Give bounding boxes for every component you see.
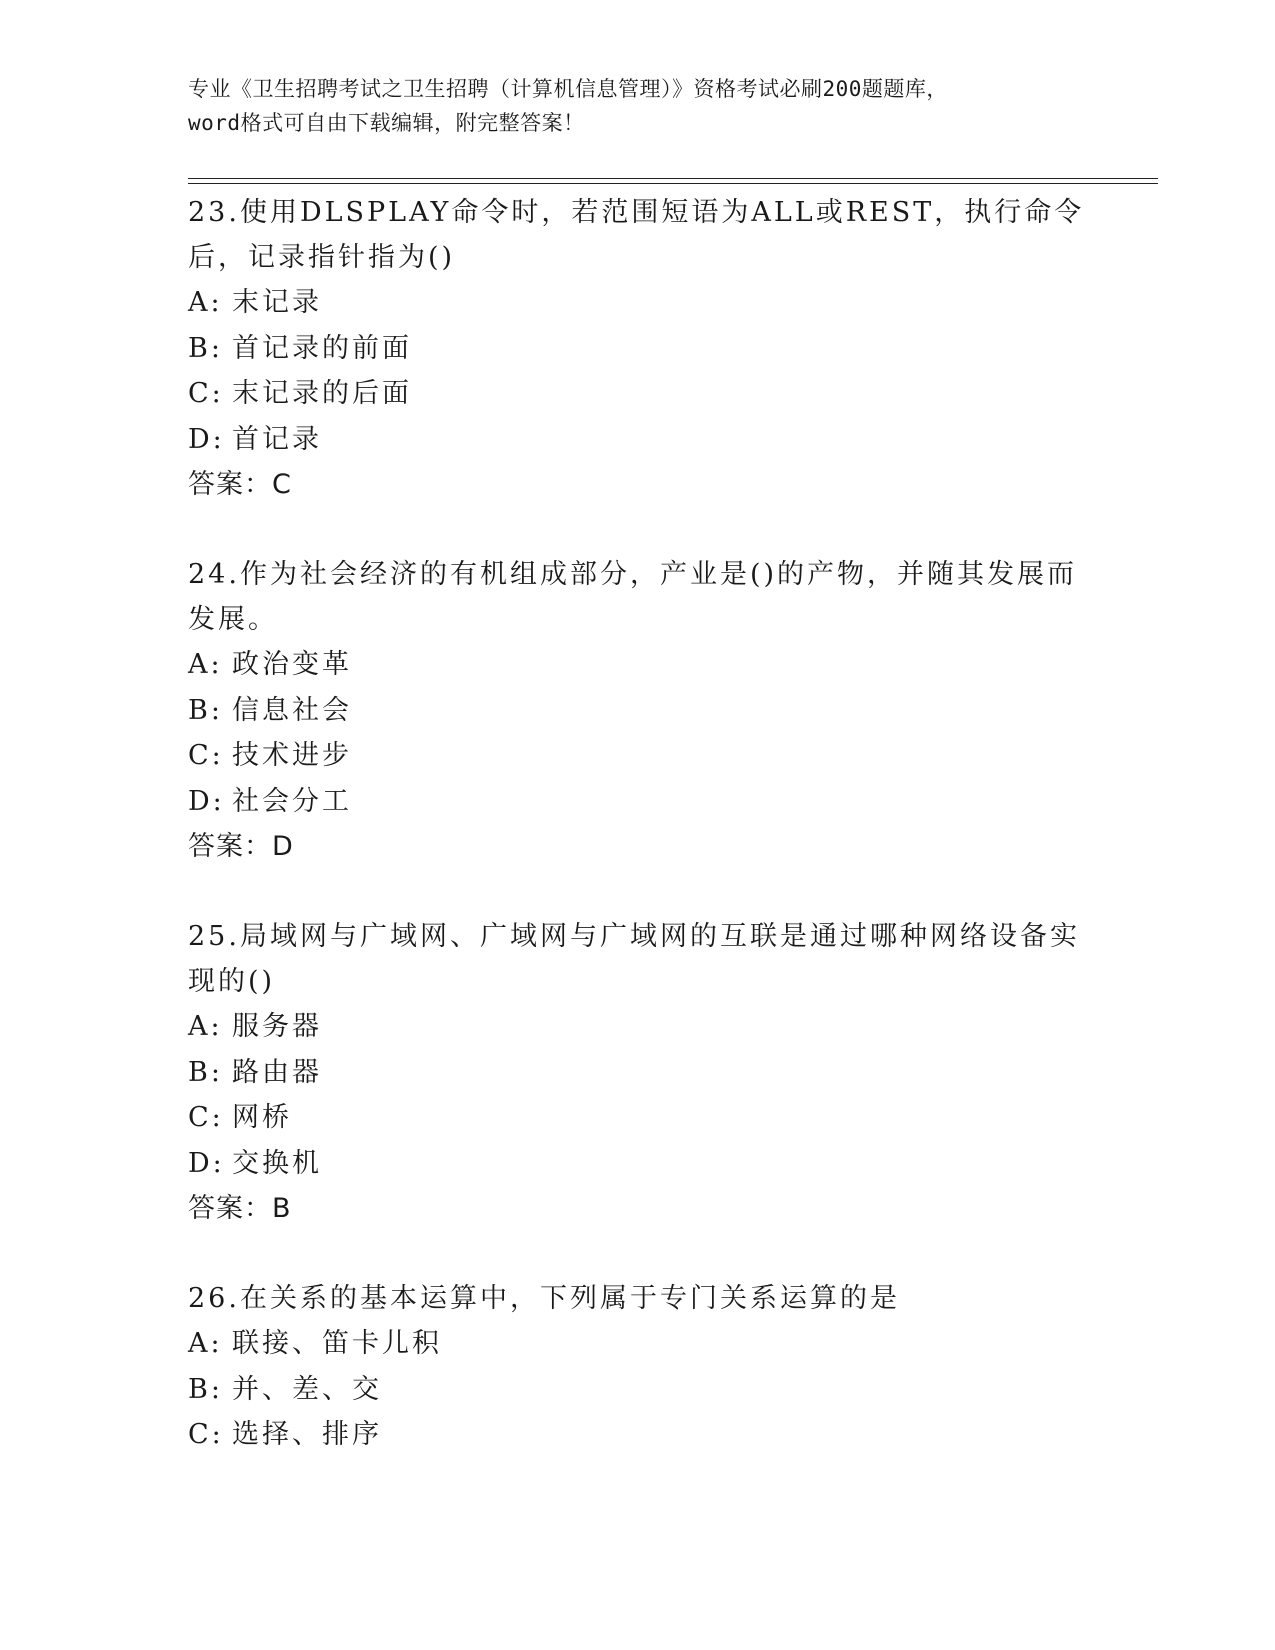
- option-a: [188, 642, 1088, 688]
- option-a: [188, 280, 1088, 326]
- option-letter: D:: [188, 785, 225, 817]
- option-letter: C:: [188, 1102, 224, 1133]
- option-text: 政治变革: [232, 649, 352, 680]
- option-b: [188, 1050, 1088, 1096]
- question-text: 23.使用DLSPLAY命令时，若范围短语为ALL或REST，执行命令后，记录指针指为(): [188, 197, 1085, 273]
- question-text: 24.作为社会经济的有机组成部分，产业是()的产物，并随其发展而发展。: [188, 559, 1078, 635]
- option-text: 末记录的后面: [232, 378, 412, 409]
- header-line-1: 专业《卫生招聘考试之卫生招聘（计算机信息管理）》资格考试必刷200题题库，: [188, 77, 948, 101]
- option-text: 首记录: [232, 423, 322, 455]
- question-24: [188, 552, 1088, 870]
- option-letter: B:: [188, 1056, 223, 1088]
- option-text: 交换机: [232, 1147, 322, 1179]
- question-26: [188, 1276, 1088, 1458]
- question-text: 25.局域网与广域网、广域网与广域网的互联是通过哪种网络设备实现的(): [188, 921, 1080, 997]
- option-d: [188, 1141, 1088, 1187]
- answer: 答案：C: [188, 469, 292, 500]
- option-text: 联接、笛卡儿积: [232, 1328, 442, 1359]
- option-letter: A:: [188, 649, 223, 680]
- option-letter: C:: [188, 378, 224, 409]
- option-c: [188, 733, 1088, 779]
- option-text: 末记录: [232, 287, 322, 318]
- option-c: [188, 1412, 1088, 1458]
- header-line-2: word格式可自由下载编辑，附完整答案！: [188, 111, 585, 135]
- option-text: 服务器: [232, 1011, 322, 1042]
- option-c: [188, 1095, 1088, 1141]
- option-letter: C:: [188, 740, 224, 771]
- option-letter: A:: [188, 1011, 223, 1042]
- option-letter: A:: [188, 287, 223, 318]
- option-text: 路由器: [232, 1056, 322, 1088]
- option-letter: B:: [188, 694, 223, 726]
- option-d: [188, 779, 1088, 825]
- document-header: [188, 72, 1088, 140]
- option-a: [188, 1004, 1088, 1050]
- option-letter: C:: [188, 1419, 224, 1450]
- option-letter: A:: [188, 1328, 223, 1359]
- option-text: 并、差、交: [232, 1373, 382, 1405]
- header-divider-bottom: [188, 183, 1158, 184]
- option-text: 信息社会: [232, 694, 352, 726]
- option-d: [188, 417, 1088, 463]
- option-letter: B:: [188, 1373, 223, 1405]
- answer: 答案：D: [188, 831, 294, 862]
- question-25: [188, 914, 1088, 1232]
- question-text: 26.在关系的基本运算中，下列属于专门关系运算的是: [188, 1283, 900, 1314]
- option-text: 首记录的前面: [232, 332, 412, 364]
- option-a: [188, 1321, 1088, 1367]
- header-divider-top: [188, 178, 1158, 179]
- option-letter: D:: [188, 1147, 225, 1179]
- option-b: [188, 1367, 1088, 1413]
- option-letter: B:: [188, 332, 223, 364]
- question-list: [188, 190, 1088, 1502]
- option-letter: D:: [188, 423, 225, 455]
- answer: 答案：B: [188, 1193, 292, 1224]
- option-text: 社会分工: [232, 785, 352, 817]
- option-c: [188, 371, 1088, 417]
- question-23: [188, 190, 1088, 508]
- option-b: [188, 688, 1088, 734]
- option-b: [188, 326, 1088, 372]
- option-text: 选择、排序: [232, 1419, 382, 1450]
- option-text: 网桥: [232, 1102, 292, 1133]
- option-text: 技术进步: [232, 740, 352, 771]
